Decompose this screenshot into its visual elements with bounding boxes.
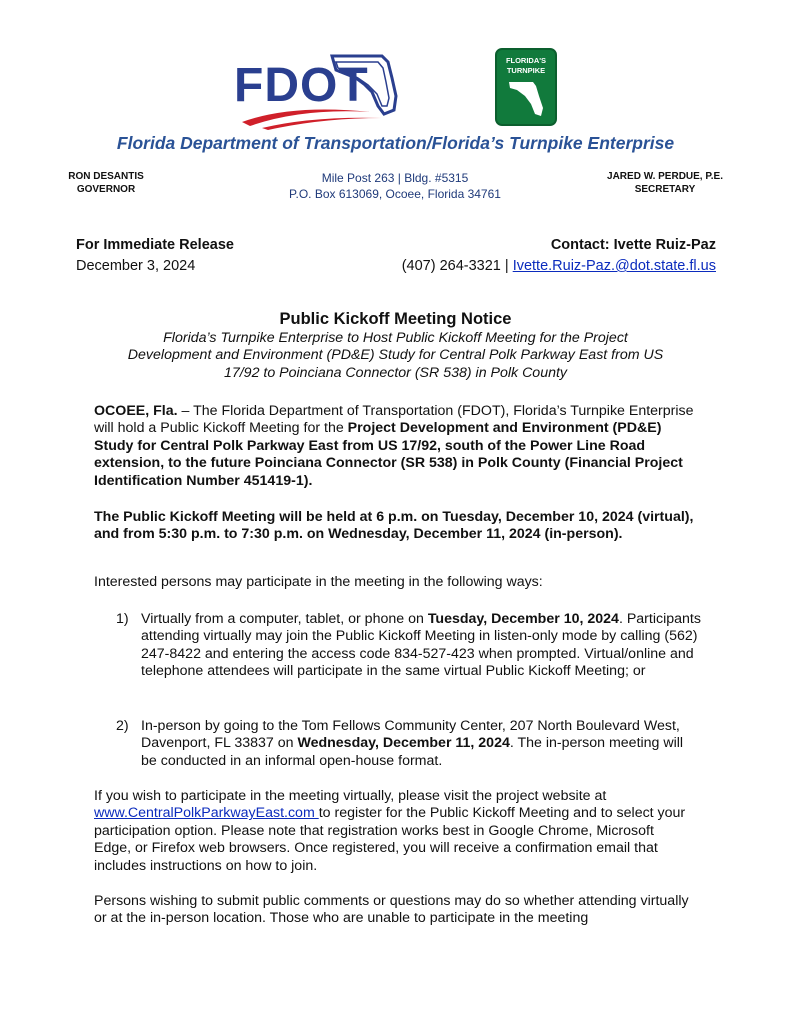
fdot-logo [232, 48, 402, 130]
address-line2: P.O. Box 613069, Ocoee, Florida 34761 [289, 187, 501, 201]
intro-project-text: Project Development and Environment (PD&E) Study for Central Polk Parkway East from US 17/92, south of the Power Line Road extension, to the future Poinciana Connector (SR 538) in Polk County (Financial Project Identification Number 451419-1). [94, 420, 683, 489]
paragraph-participate: Interested persons may participate in the meeting in the following ways: [94, 574, 543, 590]
governor-title: GOVERNOR [76, 183, 136, 195]
address-line1: Mile Post 263 | Bldg. #5315 [321, 171, 469, 185]
release-date: December 3, 2024 [76, 258, 196, 274]
florida-map-icon [507, 78, 547, 120]
contact-label: Contact: Ivette Ruiz-Paz [550, 237, 716, 253]
notice-title: Public Kickoff Meeting Notice [279, 310, 512, 328]
fdot-logo-text: FDOT [234, 59, 369, 112]
notice-subtitle [60, 330, 731, 382]
project-website-link[interactable]: www.CentralPolkParkwayEast.com [94, 805, 319, 822]
list-item-in-person [116, 718, 701, 770]
department-title: Florida Department of Transportation/Florida’s Turnpike Enterprise [116, 133, 675, 153]
paragraph-meeting-times: The Public Kickoff Meeting will be held at 6 p.m. on Tuesday, December 10, 2024 (virtual), and from 5:30 p.m. to 7:30 p.m. on Wednesday, December 11, 2024 (in-person). [94, 509, 694, 543]
paragraph-comments: Persons wishing to submit public comments or questions may do so whether attending virtually or at the in-person location. Those who are unable to participate in the meeting [94, 893, 689, 927]
secretary-name: JARED W. PERDUE, P.E. [607, 171, 723, 182]
release-label: For Immediate Release [76, 237, 234, 253]
registration-text: If you wish to participate in the meeting virtually, please visit the project website at [94, 788, 607, 804]
governor-name: RON DESANTIS [68, 171, 144, 182]
list-item-virtual [116, 611, 701, 681]
secretary-block [590, 171, 740, 196]
list-item-text: Virtually from a computer, tablet, or phone on [141, 611, 428, 627]
list-item-text: In-person by going to the Tom Fellows Community Center, 207 North Boulevard West, Davenport, FL 33837 on [141, 718, 680, 752]
list-item-date: Wednesday, December 11, 2024 [297, 735, 510, 752]
notice-subtitle-line3: 17/92 to Poinciana Connector (SR 538) in Polk County [223, 364, 568, 381]
secretary-title: SECRETARY [634, 183, 696, 195]
governor-block [52, 171, 160, 196]
contact-line [360, 258, 716, 274]
turnpike-logo [495, 48, 557, 126]
registration-text-cont: to register for the Public Kickoff Meeting and to select your participation option. Please note that registration works best in Google Chrome, Microsoft Edge, or Firefox web browsers. Once registered, you will receive a confirmation email that includes instructions on how to join. [94, 805, 686, 874]
turnpike-logo-line1: FLORIDA'S [505, 56, 547, 65]
paragraph-intro [94, 403, 704, 490]
dateline: OCOEE, Fla. [94, 403, 178, 419]
list-item-text-cont: . The in-person meeting will be conducted in an informal open-house format. [141, 735, 684, 769]
list-item-text-cont: . Participants attending virtually may join the Public Kickoff Meeting in listen-only mode by calling (562) 247-8422 and entering the access code 834-527-423 when prompted. Virtual/online and telephone attendees will participate in the same virtual Public Kickoff Meeting; or [141, 611, 701, 680]
turnpike-logo-line2: TURNPIKE [506, 66, 546, 75]
notice-subtitle-line1: Florida’s Turnpike Enterprise to Host Public Kickoff Meeting for the Project [163, 330, 628, 346]
list-item-number: 2) [116, 718, 129, 734]
notice-subtitle-line2: Development and Environment (PD&E) Study for Central Polk Parkway East from US [127, 347, 664, 364]
list-item-date: Tuesday, December 10, 2024 [427, 611, 619, 627]
list-item-number: 1) [116, 611, 129, 627]
intro-text: – The Florida Department of Transportation (FDOT), Florida’s Turnpike Enterprise will hold a Public Kickoff Meeting for the [94, 403, 694, 437]
paragraph-registration [94, 788, 688, 875]
address-block [250, 170, 540, 202]
contact-email-link[interactable]: Ivette.Ruiz-Paz.@dot.state.fl.us [512, 258, 716, 274]
contact-phone: (407) 264-3321 | [401, 258, 513, 274]
